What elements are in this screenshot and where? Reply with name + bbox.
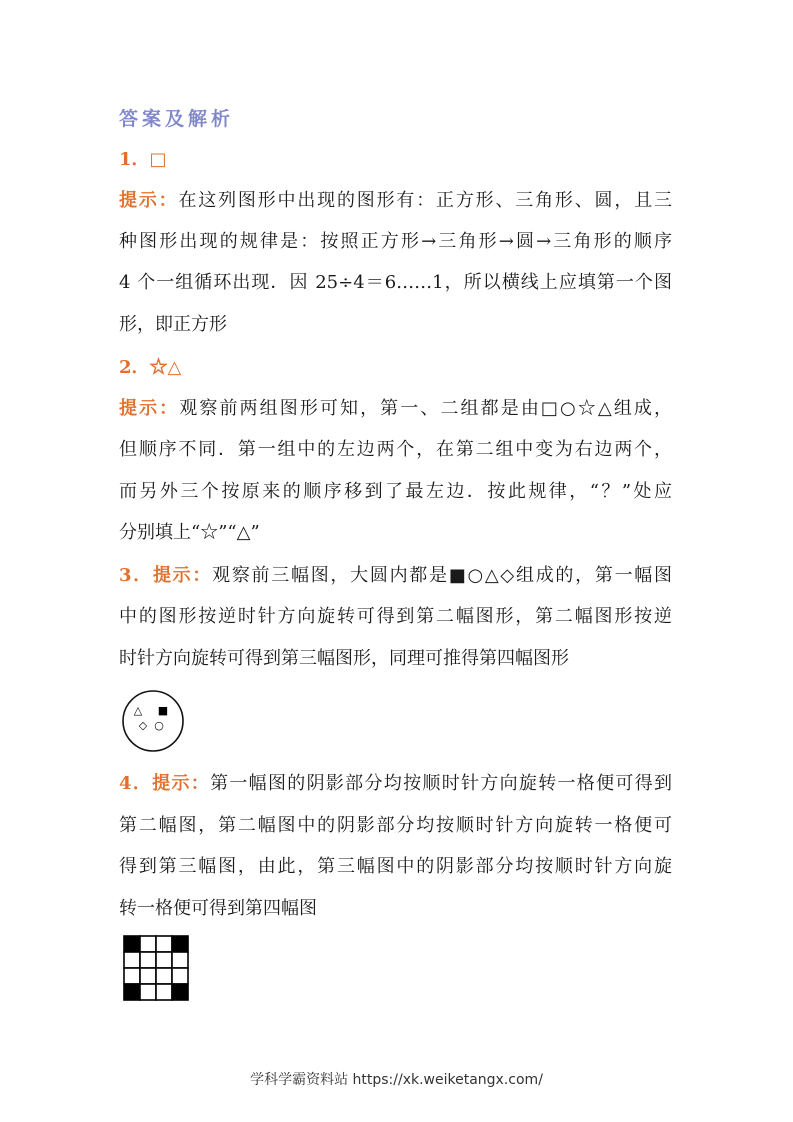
grid-cell-shaded [172,984,188,1000]
q3-line-2: 中的图形按逆时针方向旋转可得到第二幅图形，第二幅图形按逆 [119,606,672,627]
q1-line-1 [119,188,672,214]
q4-line-4: 转一格便可得到第四幅图 [119,898,317,919]
grid-cell [124,968,140,984]
section-title: 答案及解析 [119,108,235,130]
q4-text-1: 第一幅图的阴影部分均按顺时针方向旋转一格便可得到 [210,773,673,794]
big-circle [123,691,183,751]
grid-cell-shaded [124,936,140,952]
grid-cell [140,936,156,952]
grid-cell [124,952,140,968]
grid-cell [156,936,172,952]
q2-heading [119,355,181,381]
q2-answer: ☆△ [149,357,182,378]
q2-hint-label: 提示： [119,398,180,419]
q4-hint-label: 提示： [152,773,211,794]
q1-heading [119,147,167,173]
grid-cell [140,968,156,984]
q1-number: 1． [119,149,150,170]
grid-cell [156,952,172,968]
q1-line-4: 形，即正方形 [119,314,227,335]
q2-text-1: 观察前两组图形可知，第一、二组都是由□○☆△组成， [179,398,673,419]
q3-hint-label: 提示： [152,565,213,586]
grid-cell [140,952,156,968]
q4-answer-grid [121,933,191,1003]
circle-shape: ○ [154,719,164,732]
q4-line-3: 得到第三幅图，由此，第三幅图中的阴影部分均按顺时针方向旋 [119,856,672,877]
grid-cell-shaded [172,936,188,952]
q1-hint-label: 提示： [119,190,179,211]
grid-cell [172,968,188,984]
q4-line-1 [119,771,672,797]
q2-line-2: 但顺序不同．第一组中的左边两个，在第二组中变为右边两个， [119,439,672,460]
q2-line-4: 分别填上“☆”“△” [119,522,260,543]
q1-line-2: 种图形出现的规律是：按照正方形→三角形→圆→三角形的顺序 [119,231,672,252]
q3-line-3: 时针方向旋转可得到第三幅图形，同理可推得第四幅图形 [119,648,569,669]
q3-answer-figure [121,689,185,753]
grid-cell-shaded [124,984,140,1000]
grid-cell [156,968,172,984]
q1-text-1: 在这列图形中出现的图形有：正方形、三角形、圆，且三 [178,190,673,211]
diamond-shape: ◇ [138,719,148,732]
grid-cell [156,984,172,1000]
black-square-shape: ■ [157,704,169,717]
q1-line-3: 4 个一组循环出现．因 25÷4＝6……1，所以横线上应填第一个图 [119,272,672,293]
q3-text-1: 观察前三幅图，大圆内都是■○△◇组成的，第一幅图 [212,565,673,586]
q3-line-1 [119,563,672,589]
q2-number: 2． [119,357,150,378]
q4-line-2: 第二幅图，第二幅图中的阴影部分均按顺时针方向旋转一格便可 [119,815,672,836]
footer-source: 学科学霸资料站 https://xk.weiketangx.com/ [250,1072,543,1088]
grid-cell [172,952,188,968]
q1-answer: □ [149,149,167,170]
triangle-shape: △ [133,704,143,717]
q2-line-1 [119,396,672,422]
q4-number: 4． [119,773,153,794]
q2-line-3: 而另外三个按原来的顺序移到了最左边．按此规律，“？”处应 [119,481,672,502]
grid-cell [140,984,156,1000]
q3-number: 3． [119,565,153,586]
